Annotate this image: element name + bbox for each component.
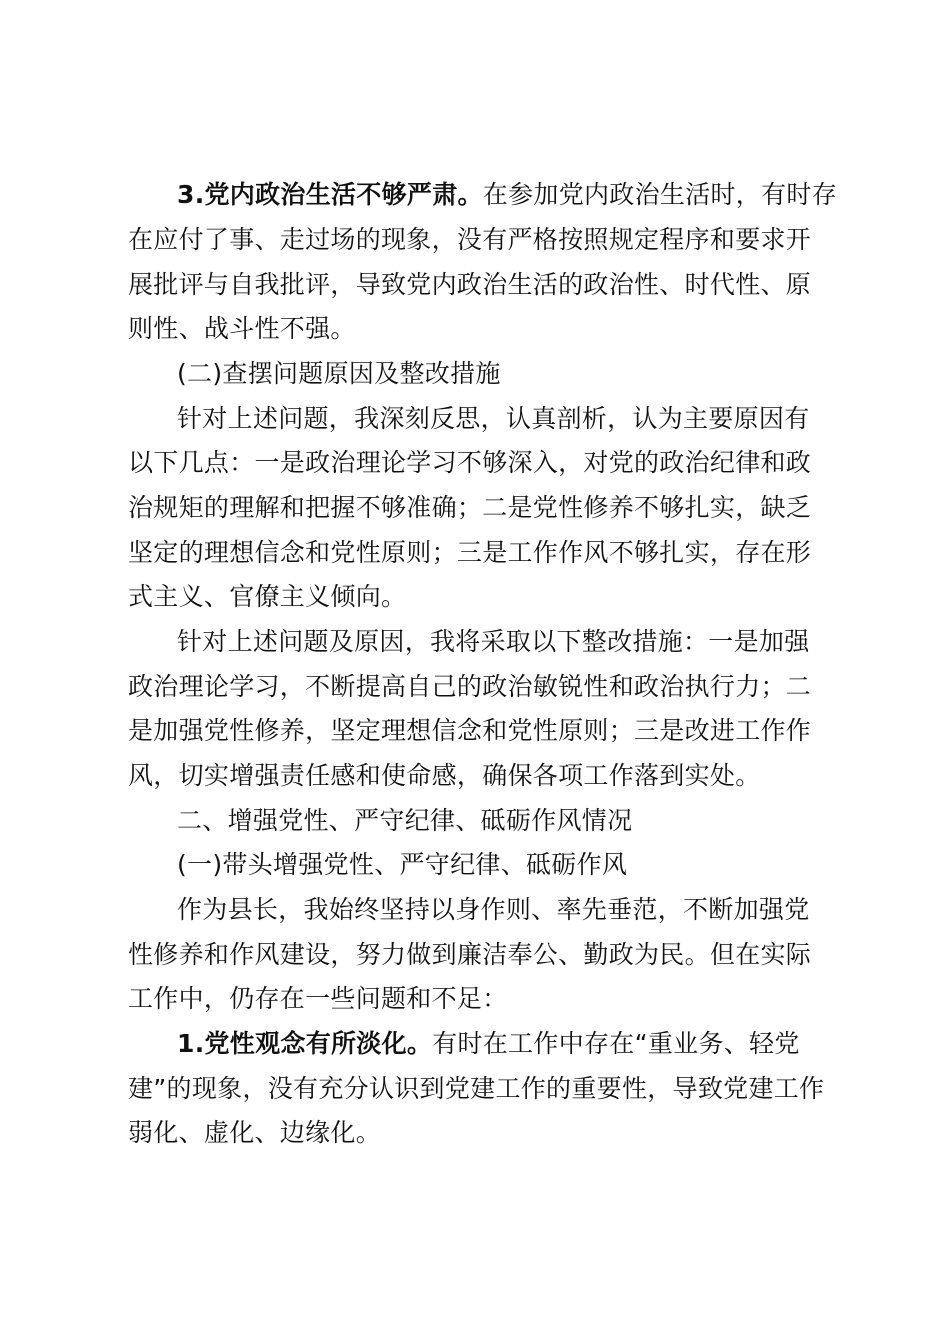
- paragraph-line: 在应付了事、走过场的现象，没有严格按照规定程序和要求开: [128, 225, 812, 254]
- paragraph-line: 风，切实增强责任感和使命感，确保各项工作落到实处。: [128, 761, 761, 790]
- paragraph-line: [177, 180, 897, 210]
- paragraph-line: 针对上述问题及原因，我将采取以下整改措施：一是加强: [177, 627, 810, 656]
- section-heading: 二、增强党性、严守纪律、砥砺作风情况: [177, 806, 633, 835]
- paragraph-line: 展批评与自我批评，导致党内政治生活的政治性、时代性、原: [128, 270, 812, 299]
- paragraph-line: 政治理论学习，不断提高自己的政治敏锐性和政治执行力；二: [128, 672, 812, 701]
- paragraph-line: 弱化、虚化、边缘化。: [128, 1118, 382, 1147]
- bold-lead-text: 3.党内政治生活不够严肃。: [177, 180, 483, 209]
- section-heading: (二)查摆问题原因及整改措施: [177, 359, 501, 388]
- paragraph-line: 以下几点：一是政治理论学习不够深入，对党的政治纪律和政: [128, 448, 812, 477]
- paragraph-line: 建”的现象，没有充分认识到党建工作的重要性，导致党建工作: [128, 1074, 825, 1103]
- body-text: 有时在工作中存在“重业务、轻党: [432, 1029, 800, 1058]
- paragraph-line: 则性、战斗性不强。: [128, 314, 356, 343]
- paragraph-line: 工作中，仍存在一些问题和不足：: [128, 984, 508, 1013]
- paragraph-line: 作为县长，我始终坚持以身作则、率先垂范，不断加强党: [177, 895, 810, 924]
- bold-lead-text: 1.党性观念有所淡化。: [177, 1029, 433, 1058]
- paragraph-line: 性修养和作风建设，努力做到廉洁奉公、勤政为民。但在实际: [128, 940, 812, 969]
- paragraph-line: 针对上述问题，我深刻反思，认真剖析，认为主要原因有: [177, 404, 810, 433]
- paragraph-line: 式主义、官僚主义倾向。: [128, 582, 407, 611]
- body-text: 在参加党内政治生活时，有时存: [482, 180, 837, 209]
- subsection-heading: (一)带头增强党性、严守纪律、砥砺作风: [177, 850, 628, 879]
- paragraph-line: [177, 1029, 897, 1059]
- paragraph-line: 是加强党性修养，坚定理想信念和党性原则；三是改进工作作: [128, 716, 812, 745]
- paragraph-line: 治规矩的理解和把握不够准确；二是党性修养不够扎实，缺乏: [128, 493, 812, 522]
- paragraph-line: 坚定的理想信念和党性原则；三是工作作风不够扎实，存在形: [128, 538, 812, 567]
